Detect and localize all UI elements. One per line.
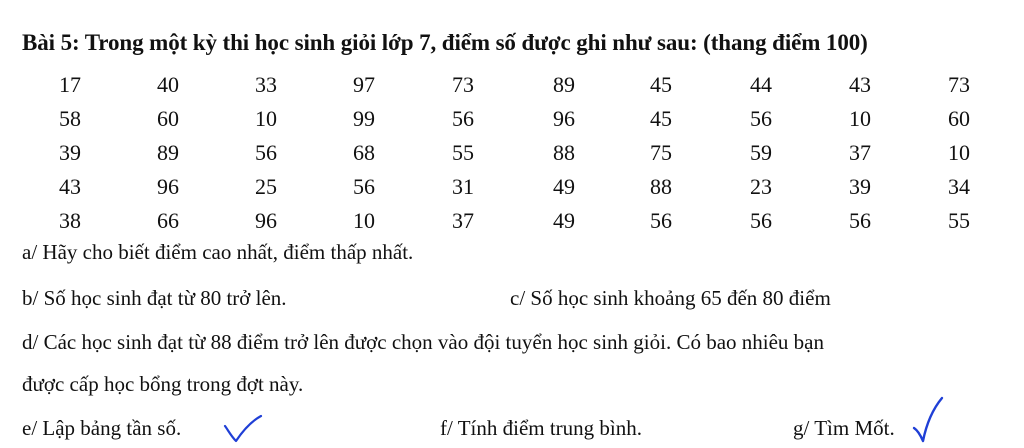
question-d-line-1: d/ Các học sinh đạt từ 88 điểm trở lên được chọn vào đội tuyển học sinh giỏi. Có bao nhiêu bạn (22, 330, 824, 354)
score-cell: 37 (452, 208, 474, 233)
score-cell: 34 (948, 174, 970, 199)
score-row-5 (0, 204, 1024, 238)
score-cell: 49 (553, 174, 575, 199)
score-cell: 99 (353, 106, 375, 131)
score-cell: 31 (452, 174, 474, 199)
score-cell: 10 (849, 106, 871, 131)
score-cell: 56 (650, 208, 672, 233)
score-cell: 88 (553, 140, 575, 165)
score-cell: 45 (650, 72, 672, 97)
exercise-title: Bài 5: Trong một kỳ thi học sinh giỏi lớp 7, điểm số được ghi như sau: (thang điểm 100) (22, 30, 868, 55)
score-cell: 56 (750, 106, 772, 131)
score-cell: 89 (157, 140, 179, 165)
score-cell: 23 (750, 174, 772, 199)
score-row-2 (0, 102, 1024, 136)
score-cell: 38 (59, 208, 81, 233)
score-cell: 73 (948, 72, 970, 97)
score-cell: 68 (353, 140, 375, 165)
score-cell: 55 (452, 140, 474, 165)
question-g: g/ Tìm Mốt. (793, 416, 895, 440)
score-cell: 96 (255, 208, 277, 233)
score-cell: 39 (849, 174, 871, 199)
score-cell: 56 (255, 140, 277, 165)
score-row-4 (0, 170, 1024, 204)
score-cell: 59 (750, 140, 772, 165)
score-cell: 60 (948, 106, 970, 131)
score-row-3 (0, 136, 1024, 170)
score-cell: 97 (353, 72, 375, 97)
score-cell: 10 (353, 208, 375, 233)
score-cell: 89 (553, 72, 575, 97)
score-cell: 10 (255, 106, 277, 131)
score-cell: 66 (157, 208, 179, 233)
score-cell: 75 (650, 140, 672, 165)
question-e: e/ Lập bảng tần số. (22, 416, 182, 440)
score-table (0, 68, 1024, 238)
score-cell: 96 (157, 174, 179, 199)
question-d-line-2: được cấp học bổng trong đợt này. (22, 372, 304, 396)
score-cell: 56 (849, 208, 871, 233)
score-cell: 58 (59, 106, 81, 131)
score-cell: 40 (157, 72, 179, 97)
score-cell: 43 (59, 174, 81, 199)
question-c: c/ Số học sinh khoảng 65 đến 80 điểm (510, 286, 831, 310)
score-cell: 56 (750, 208, 772, 233)
score-cell: 25 (255, 174, 277, 199)
score-cell: 56 (452, 106, 474, 131)
score-cell: 33 (255, 72, 277, 97)
score-row-1 (0, 68, 1024, 102)
score-cell: 45 (650, 106, 672, 131)
checkmark-icon (912, 396, 948, 444)
checkmark-icon (222, 414, 264, 444)
score-cell: 17 (59, 72, 81, 97)
score-cell: 56 (353, 174, 375, 199)
score-cell: 60 (157, 106, 179, 131)
score-cell: 39 (59, 140, 81, 165)
score-cell: 73 (452, 72, 474, 97)
score-cell: 88 (650, 174, 672, 199)
score-cell: 43 (849, 72, 871, 97)
question-b: b/ Số học sinh đạt từ 80 trở lên. (22, 286, 287, 310)
score-cell: 10 (948, 140, 970, 165)
score-cell: 55 (948, 208, 970, 233)
question-f: f/ Tính điểm trung bình. (440, 416, 643, 440)
question-a: a/ Hãy cho biết điểm cao nhất, điểm thấp nhất. (22, 240, 414, 264)
score-cell: 49 (553, 208, 575, 233)
score-cell: 37 (849, 140, 871, 165)
score-cell: 44 (750, 72, 772, 97)
score-cell: 96 (553, 106, 575, 131)
